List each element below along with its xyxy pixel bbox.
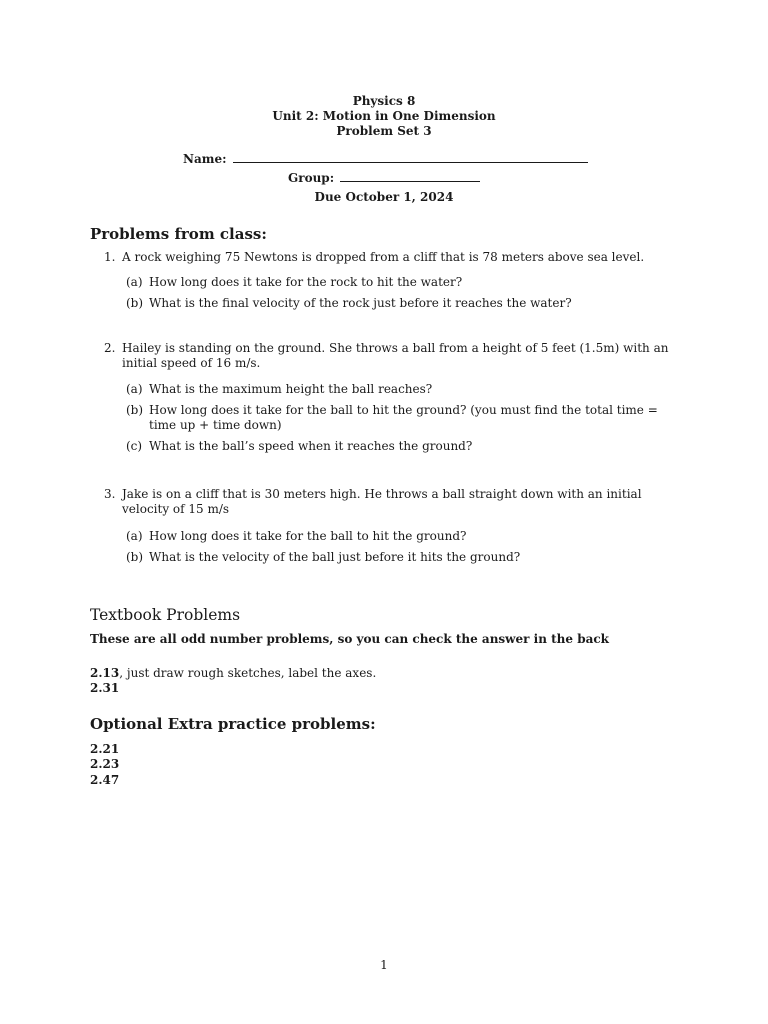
course-title: Physics 8 (352, 94, 416, 108)
part-text: How long does it take for the rock to hit the water? (149, 275, 463, 289)
part-label: (b) (126, 296, 144, 310)
textbook-item (90, 666, 376, 681)
problem-set-title: Problem Set 3 (336, 124, 432, 138)
problem-text: Jake is on a cliff that is 30 meters high. He throws a ball straight down with an initial velocity of 15 m/s (122, 487, 642, 516)
section-title-class: Problems from class: (90, 225, 267, 243)
problem-2-part-b (126, 403, 682, 433)
problem-number: 3. (104, 487, 116, 501)
page-number: 1 (380, 958, 388, 972)
optional-item (90, 773, 119, 788)
problem-number: 2.47 (90, 773, 120, 787)
problem-3-part-a (126, 529, 682, 544)
part-text: What is the maximum height the ball reaches? (149, 382, 433, 396)
textbook-note: These are all odd number problems, so you can check the answer in the back (90, 632, 609, 646)
group-label: Group: (288, 171, 335, 185)
part-label: (a) (126, 275, 143, 289)
problem-3 (104, 487, 682, 517)
problem-1 (104, 250, 682, 265)
optional-item (90, 757, 119, 772)
part-label: (b) (126, 403, 144, 417)
problem-2-part-a (126, 382, 682, 397)
unit-title: Unit 2: Motion in One Dimension (272, 109, 496, 123)
problem-text: Hailey is standing on the ground. She throws a ball from a height of 5 feet (1.5m) with an initial speed of 16 m/s. (122, 341, 669, 370)
document-header (0, 94, 768, 139)
problem-number: 2.21 (90, 742, 120, 756)
part-label: (a) (126, 529, 143, 543)
problem-1-part-a (126, 275, 682, 290)
due-date (0, 190, 768, 205)
problem-number: 2. (104, 341, 116, 355)
problem-number: 2.31 (90, 681, 120, 695)
name-label: Name: (183, 152, 227, 166)
part-label: (c) (126, 439, 143, 453)
name-field (183, 150, 588, 167)
part-text: How long does it take for the ball to hit the ground? (149, 529, 467, 543)
group-field (288, 169, 480, 186)
problem-text: A rock weighing 75 Newtons is dropped from a cliff that is 78 meters above sea level. (122, 250, 645, 264)
part-label: (b) (126, 550, 144, 564)
problem-number: 1. (104, 250, 116, 264)
problem-number: 2.23 (90, 757, 120, 771)
problem-2-part-c (126, 439, 682, 454)
textbook-item (90, 681, 119, 696)
problem-number: 2.13 (90, 666, 120, 680)
section-title-textbook: Textbook Problems (90, 606, 241, 624)
part-label: (a) (126, 382, 143, 396)
optional-item (90, 742, 119, 757)
part-text: What is the velocity of the ball just before it hits the ground? (149, 550, 521, 564)
problem-2 (104, 341, 682, 371)
part-text: How long does it take for the ball to hit the ground? (you must find the total time = time up + time down) (149, 403, 658, 432)
part-text: What is the final velocity of the rock just before it reaches the water? (149, 296, 572, 310)
part-text: What is the ball’s speed when it reaches the ground? (149, 439, 473, 453)
due-date-text: Due October 1, 2024 (314, 190, 454, 204)
name-blank-line[interactable] (233, 150, 588, 163)
problem-1-part-b (126, 296, 682, 311)
problem-3-part-b (126, 550, 682, 565)
textbook-item-note: , just draw rough sketches, label the axes. (119, 666, 377, 680)
section-title-optional: Optional Extra practice problems: (90, 715, 376, 733)
group-blank-line[interactable] (340, 169, 480, 182)
